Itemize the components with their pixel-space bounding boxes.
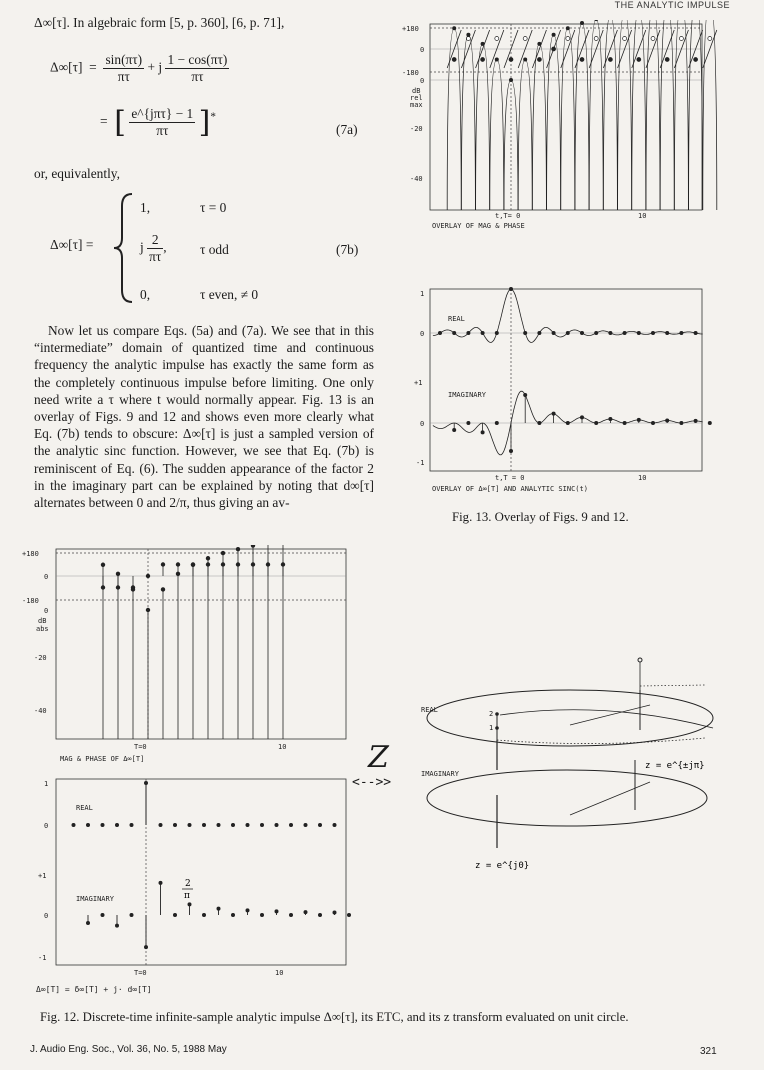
f12-imag-point [246,908,250,912]
f12-imag-point [289,913,293,917]
f13-real-point [623,331,627,335]
f12m-origin-label: T=0 [134,743,147,751]
f13-real-point [637,331,641,335]
eq7b-case1-value: 1, [140,200,151,215]
f12-real-point [159,823,163,827]
f13-mag-lobe [532,44,546,210]
f13-imag-point [580,415,584,419]
f13-mag-point [537,42,541,46]
f13t-db-unit2: rel [410,94,423,102]
f12-imag-point [86,921,90,925]
f13t-tick-m40: -40 [410,175,423,183]
f13t-tick-db0: 0 [420,77,425,85]
f13-imag-point [665,418,669,422]
f12-real-point [173,823,177,827]
f12-imag-point [217,907,221,911]
fig13-bottom-caption: OVERLAY OF Δ∞[T] AND ANALYTIC SINC(t) [432,485,588,493]
f13-mag-point [523,57,527,61]
f12-phase-point [161,562,165,566]
f13-imag-point [481,430,485,434]
f12-real-point [130,823,134,827]
fig12-imag-label: IMAGINARY [76,895,114,903]
f13-mag-lobe [561,28,575,210]
f13-imag-point [694,419,698,423]
f13-real-point [594,331,598,335]
f12m-tick-zero: 0 [44,573,49,581]
f12-phase-point [146,574,150,578]
f12r-tick-one: 1 [44,780,49,788]
fig12-mag-phase-plot [20,545,360,767]
f12r-ten-label: 10 [275,969,284,977]
fig12-mag-caption: MAG & PHASE OF Δ∞[T] [60,755,145,763]
fig12-unit-circle-plot [405,650,725,880]
f13b-tick-p1: +1 [414,379,423,387]
f13-phase-point [523,37,527,41]
f13-real-point [452,331,456,335]
f13-imag-point [708,421,712,425]
f13-phase-point [679,37,683,41]
f12-real-point [202,823,206,827]
f12-mag-point [251,545,255,548]
eq7b-case2-cond: τ odd [200,242,229,257]
fig13-top-caption: OVERLAY OF MAG & PHASE [432,222,525,230]
f13-mag-lobe [476,44,490,210]
f12-mag-point [221,551,225,555]
f13-imag-point [651,421,655,425]
f13b-origin-label: t,T = 0 [495,474,525,482]
f12-real-point [231,823,235,827]
f13-imag-point [523,393,527,397]
f12-mag-point [146,608,150,612]
f12-imag-point [347,913,351,917]
f13-real-point [495,331,499,335]
footer-page-number: 321 [700,1046,717,1057]
f13-mag-point [566,26,570,30]
f13-phase-point [580,58,584,62]
f13-mag-lobe [461,35,475,210]
f12m-db-unit2: abs [36,625,49,633]
f12r-tick-zero: 0 [44,822,49,830]
f13-mag-point [495,57,499,61]
f12-real-point [260,823,264,827]
f13-imag-point [509,449,513,453]
fig12-real-label: REAL [76,804,93,812]
z-transform-symbol: Z [368,740,389,775]
f12-real-point [275,823,279,827]
f13-mag-point [552,33,556,37]
f13t-db-unit3: max [410,101,423,109]
f13t-tick-m20: -20 [410,125,423,133]
f13-mag-lobe [547,35,561,210]
eq7b-brace [112,192,136,304]
eq7a-l2-num: e^{jπτ} − 1 [131,106,194,121]
f13-imag-point [537,421,541,425]
f13-imag-point [608,417,612,421]
f12-imag-point [188,902,192,906]
f12m-tick-db0: 0 [44,607,49,615]
f13-imag-point [623,421,627,425]
eq7a-t2-den: πτ [191,69,204,84]
eq7b-number: (7b) [336,242,359,257]
fig13-caption: Fig. 13. Overlay of Figs. 9 and 12. [452,510,629,524]
f12-real-point [72,823,76,827]
f13-real-point [523,331,527,335]
eq7a-line1: Δ∞[τ] = $\frac{\sin(\pi\tau)}{\pi\tau}$ + j $\frac{1 - \cos(\pi\tau)}{\pi\tau}$ [50,52,228,84]
f13-imag-point [594,421,598,425]
z-top-label: z = e^{±jπ} [645,761,705,771]
two-over-pi-den: π [184,891,190,901]
f12-imag-point [115,924,119,928]
f12-imag-point [260,913,264,917]
f12-imag-point [333,911,337,915]
f12-mag-point [131,587,135,591]
f13-real-point [481,331,485,335]
f13t-tick-p180: +180 [402,25,419,33]
f13-phase-point [594,37,598,41]
f13-real-point [694,331,698,335]
eq7b-case2-value: j $\frac{2}{\pi\tau}$ , [140,232,167,264]
fig13-bottom-plot [400,285,720,500]
f12-real-point [101,823,105,827]
eq7b-case3-value: 0, [140,287,151,302]
eq7a-plus-j: + j [147,59,163,75]
eq7a-number: (7a) [336,122,358,137]
f13-imag-point [495,421,499,425]
f13-phase-point [452,58,456,62]
fig12-real-imag-plot [20,775,360,1000]
z-transform-arrow: <-->> [352,775,392,790]
f12-real-point [246,823,250,827]
f13-real-point [438,331,442,335]
f13-imag-point [566,421,570,425]
f13-phase-point [665,58,669,62]
f13-real-point [509,287,513,291]
f12-mag-point [176,572,180,576]
f12-mag-point [236,547,240,551]
f13-real-point [651,331,655,335]
f13-mag-lobe [490,59,504,210]
f13-imag-point [637,418,641,422]
f12-real-point [289,823,293,827]
f13-mag-point [580,21,584,25]
f13b-tick-zero: 0 [420,330,425,338]
f13-mag-point [509,78,513,82]
f13-mag-point [481,42,485,46]
fig12-caption: Fig. 12. Discrete-time infinite-sample analytic impulse Δ∞[τ], its ETC, and its z transform evaluated on unit circle. [40,1010,629,1024]
f13-real-point [552,331,556,335]
f13-imag-point [466,421,470,425]
f12-imag-point [144,945,148,949]
f12m-ten-label: 10 [278,743,287,751]
f12-mag-point [116,572,120,576]
f13-mag-point [466,33,470,37]
z-real-label: REAL [421,706,438,714]
f13-phase-point [495,37,499,41]
f12-imag-point [275,909,279,913]
f13-phase-point [481,58,485,62]
f13-real-point [608,331,612,335]
two-over-pi-num: 2 [185,879,191,889]
f12-real-point [217,823,221,827]
f12-real-point [144,781,148,785]
f13-mag-point [452,26,456,30]
f12r-tick-p1: +1 [38,872,47,880]
f13-mag-lobe [575,23,589,210]
fig12-ri-caption: Δ∞[T] = δ∞[T] + j· d∞[T] [36,985,152,994]
eq7a-line2: = [ $\frac{\text{e\textasciicircum{}\{jπτ\} − 1}}{\pi\tau}$ ]* [100,105,216,140]
f13-mag-lobe [518,59,532,210]
f12-real-point [318,823,322,827]
f13-real-point [537,331,541,335]
f12-imag-point [304,910,308,914]
intro-line: Δ∞[τ]. In algebraic form [5, p. 360], [6, p. 71], [34,15,285,30]
running-header: THE ANALYTIC IMPULSE [614,0,730,10]
z-one-label: 1 [489,724,494,732]
fig13-imag-label: IMAGINARY [448,391,486,399]
z-imag-label: IMAGINARY [421,770,459,778]
eq7b-case3-cond: τ even, ≠ 0 [200,287,259,302]
z-bottom-label: z = e^{j0} [475,861,530,871]
eq7a-l2-den: πτ [156,123,169,138]
f13-phase-point [509,58,513,62]
f13-phase-point [708,37,712,41]
f12m-tick-p180: +180 [22,550,39,558]
f13t-db-unit1: dB [412,87,421,95]
f13-real-point [466,331,470,335]
f13b-ten-label: 10 [638,474,647,482]
f13-phase-point [537,58,541,62]
f13-real-point [580,331,584,335]
eq7a-t1-den: πτ [117,69,130,84]
f12-mag-point [161,587,165,591]
f13-phase-point [623,37,627,41]
f13t-tick-m180: -180 [402,69,419,77]
f12-real-point [86,823,90,827]
f13-real-point [665,331,669,335]
f13t-tick-zero: 0 [420,46,425,54]
f12-mag-point [101,563,105,567]
f13-real-point [679,331,683,335]
f12m-tick-m40: -40 [34,707,47,715]
f12r-origin-label: T=0 [134,969,147,977]
f13-phase-point [552,47,556,51]
f12-mag-point [206,556,210,560]
eq7b-lhs: Δ∞[τ] = [50,237,94,252]
f13b-tick-zero2: 0 [420,420,425,428]
f13-phase-point [651,37,655,41]
f12r-tick-zero2: 0 [44,912,49,920]
f13-phase-point [566,37,570,41]
f12-real-point [304,823,308,827]
body-paragraph: Now let us compare Eqs. (5a) and (7a). We see that in this “intermediate” domain of quantized time and continuous frequency the analytic impulse has exactly the same form as the completely continuous impulse before limiting. One only need write a τ where t would normally appear. Fig. 13 is an overlay of Figs. 9 and 12 and shows even more clearly what Eq. (7b) tends to obscure: Δ∞[τ] is just a sampled version of the analytic sinc function. However, we see that Eq. (7b) is reminiscent of Eq. (6). The sudden appearance of the factor 2 in the imaginary part can be explained by noting that d∞[τ] alternates between 0 and 2/π, thus giving an av- [34,323,374,511]
f12-imag-point [101,913,105,917]
fig13-top-plot [400,20,720,235]
f13-imag-point [552,412,556,416]
f13b-tick-one: 1 [420,290,425,298]
fig13-real-label: REAL [448,315,465,323]
f13b-tick-m1: -1 [416,459,425,467]
f13-imag-point [679,421,683,425]
f13t-origin-label: t,T= 0 [495,212,521,220]
f13-imag-point [452,428,456,432]
f13-phase-point [694,58,698,62]
f13t-ten-label: 10 [638,212,647,220]
f12-imag-point [159,881,163,885]
f12r-tick-m1: -1 [38,954,47,962]
eq7a-t2-num: 1 − cos(πτ) [167,52,228,67]
eq7a-lhs: Δ∞[τ] [50,59,83,75]
eq7b-case1-cond: τ = 0 [200,200,227,215]
or-equivalently: or, equivalently, [34,166,120,181]
f12-imag-point [318,913,322,917]
z-two-label: 2 [489,710,494,718]
footer-journal: J. Audio Eng. Soc., Vol. 36, No. 5, 1988 May [30,1044,227,1055]
f12-imag-point [130,913,134,917]
f12-real-point [188,823,192,827]
f12-phase-point [176,562,180,566]
f12-real-point [333,823,337,827]
f13-real-point [566,331,570,335]
f12-imag-point [173,913,177,917]
f12-mag-point [191,563,195,567]
f13-phase-point [637,58,641,62]
eq7a-t1-num: sin(πτ) [105,52,143,67]
f13-phase-point [608,58,612,62]
f12m-tick-m180: -180 [22,597,39,605]
f12-imag-point [231,913,235,917]
f12m-db-unit1: dB [38,617,47,625]
f12-imag-point [202,913,206,917]
f12-real-point [115,823,119,827]
f12m-tick-m20: -20 [34,654,47,662]
f13-mag-lobe [447,28,461,210]
